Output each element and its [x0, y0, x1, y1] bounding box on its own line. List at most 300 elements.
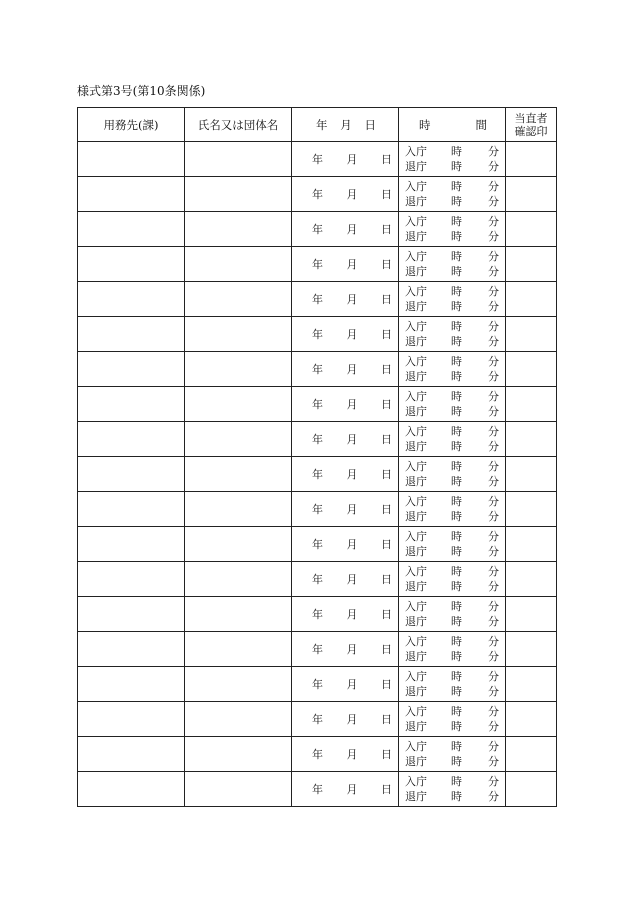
month-label: 月 — [346, 538, 358, 551]
exit-hour-label: 時 — [451, 580, 462, 593]
entry-line — [405, 319, 499, 334]
dept-cell[interactable] — [78, 667, 185, 702]
month-label: 月 — [346, 748, 358, 761]
month-label: 月 — [346, 783, 358, 796]
entry-label: 入庁 — [405, 320, 427, 333]
exit-hour-label: 時 — [451, 615, 462, 628]
exit-minute-label: 分 — [488, 650, 499, 663]
exit-minute-label: 分 — [488, 545, 499, 558]
entry-minute-label: 分 — [488, 355, 499, 368]
dept-cell[interactable] — [78, 527, 185, 562]
month-label: 月 — [346, 398, 358, 411]
day-label: 日 — [381, 538, 392, 551]
entry-label: 入庁 — [405, 250, 427, 263]
exit-label: 退庁 — [405, 510, 427, 523]
entry-hour-label: 時 — [451, 740, 462, 753]
table-row — [78, 737, 557, 772]
date-cell[interactable] — [292, 282, 399, 317]
header-date — [292, 108, 399, 142]
year-label: 年 — [312, 223, 323, 236]
entry-line — [405, 739, 499, 754]
exit-label: 退庁 — [405, 650, 427, 663]
exit-hour-label: 時 — [451, 160, 462, 173]
day-label: 日 — [381, 713, 392, 726]
month-label: 月 — [346, 223, 358, 236]
exit-label: 退庁 — [405, 720, 427, 733]
time-cell[interactable] — [399, 177, 506, 212]
year-label: 年 — [312, 363, 323, 376]
entry-hour-label: 時 — [451, 320, 462, 333]
table-row — [78, 667, 557, 702]
name-cell[interactable] — [185, 597, 292, 632]
seal-cell[interactable] — [506, 457, 557, 492]
exit-label: 退庁 — [405, 755, 427, 768]
header-date-year: 年 — [316, 117, 328, 132]
exit-label: 退庁 — [405, 440, 427, 453]
name-cell[interactable] — [185, 212, 292, 247]
exit-label: 退庁 — [405, 370, 427, 383]
day-label: 日 — [381, 328, 392, 341]
name-cell[interactable] — [185, 142, 292, 177]
exit-label: 退庁 — [405, 265, 427, 278]
log-body — [78, 142, 557, 807]
entry-hour-label: 時 — [451, 285, 462, 298]
date-cell[interactable] — [292, 387, 399, 422]
dept-cell[interactable] — [78, 247, 185, 282]
date-cell[interactable] — [292, 597, 399, 632]
dept-cell[interactable] — [78, 737, 185, 772]
dept-cell[interactable] — [78, 492, 185, 527]
dept-cell[interactable] — [78, 352, 185, 387]
month-label: 月 — [346, 608, 358, 621]
seal-cell[interactable] — [506, 667, 557, 702]
day-label: 日 — [381, 293, 392, 306]
exit-line — [405, 614, 499, 629]
exit-line — [405, 509, 499, 524]
header-time — [399, 108, 506, 142]
header-seal-line1: 当直者 — [514, 111, 548, 125]
exit-minute-label: 分 — [488, 230, 499, 243]
entry-hour-label: 時 — [451, 425, 462, 438]
dept-cell[interactable] — [78, 772, 185, 807]
exit-line — [405, 544, 499, 559]
entry-minute-label: 分 — [488, 565, 499, 578]
dept-cell[interactable] — [78, 177, 185, 212]
date-cell[interactable] — [292, 527, 399, 562]
dept-cell[interactable] — [78, 457, 185, 492]
date-cell[interactable] — [292, 212, 399, 247]
day-label: 日 — [381, 188, 392, 201]
name-cell[interactable] — [185, 177, 292, 212]
seal-cell[interactable] — [506, 142, 557, 177]
entry-label: 入庁 — [405, 565, 427, 578]
entry-label: 入庁 — [405, 355, 427, 368]
table-row — [78, 527, 557, 562]
month-label: 月 — [346, 433, 358, 446]
table-row — [78, 457, 557, 492]
month-label: 月 — [346, 713, 358, 726]
header-name: 氏名又は団体名 — [185, 108, 292, 142]
name-cell[interactable] — [185, 667, 292, 702]
dept-cell[interactable] — [78, 562, 185, 597]
time-cell[interactable] — [399, 317, 506, 352]
exit-line — [405, 229, 499, 244]
exit-minute-label: 分 — [488, 370, 499, 383]
exit-line — [405, 649, 499, 664]
table-row — [78, 247, 557, 282]
date-cell[interactable] — [292, 247, 399, 282]
name-cell[interactable] — [185, 632, 292, 667]
year-label: 年 — [312, 713, 323, 726]
entry-label: 入庁 — [405, 670, 427, 683]
seal-cell[interactable] — [506, 422, 557, 457]
name-cell[interactable] — [185, 457, 292, 492]
day-label: 日 — [381, 643, 392, 656]
entry-label: 入庁 — [405, 390, 427, 403]
exit-line — [405, 474, 499, 489]
date-cell[interactable] — [292, 352, 399, 387]
month-label: 月 — [346, 468, 358, 481]
time-cell[interactable] — [399, 527, 506, 562]
exit-hour-label: 時 — [451, 650, 462, 663]
entry-hour-label: 時 — [451, 530, 462, 543]
day-label: 日 — [381, 678, 392, 691]
exit-minute-label: 分 — [488, 685, 499, 698]
exit-minute-label: 分 — [488, 615, 499, 628]
seal-cell[interactable] — [506, 387, 557, 422]
exit-minute-label: 分 — [488, 755, 499, 768]
table-row — [78, 142, 557, 177]
name-cell[interactable] — [185, 562, 292, 597]
time-cell[interactable] — [399, 597, 506, 632]
exit-hour-label: 時 — [451, 440, 462, 453]
name-cell[interactable] — [185, 492, 292, 527]
time-cell[interactable] — [399, 282, 506, 317]
entry-line — [405, 529, 499, 544]
dept-cell[interactable] — [78, 212, 185, 247]
entry-hour-label: 時 — [451, 250, 462, 263]
dept-cell[interactable] — [78, 632, 185, 667]
seal-cell[interactable] — [506, 492, 557, 527]
time-cell[interactable] — [399, 422, 506, 457]
entry-label: 入庁 — [405, 460, 427, 473]
entry-line — [405, 669, 499, 684]
time-cell[interactable] — [399, 352, 506, 387]
time-cell[interactable] — [399, 492, 506, 527]
month-label: 月 — [346, 293, 358, 306]
entry-minute-label: 分 — [488, 495, 499, 508]
year-label: 年 — [312, 748, 323, 761]
entry-hour-label: 時 — [451, 390, 462, 403]
entry-line — [405, 249, 499, 264]
time-cell[interactable] — [399, 772, 506, 807]
entry-line — [405, 144, 499, 159]
name-cell[interactable] — [185, 702, 292, 737]
exit-minute-label: 分 — [488, 475, 499, 488]
seal-cell[interactable] — [506, 562, 557, 597]
entry-minute-label: 分 — [488, 425, 499, 438]
year-label: 年 — [312, 503, 323, 516]
exit-hour-label: 時 — [451, 195, 462, 208]
entry-label: 入庁 — [405, 740, 427, 753]
exit-line — [405, 334, 499, 349]
date-cell[interactable] — [292, 317, 399, 352]
time-cell[interactable] — [399, 387, 506, 422]
exit-hour-label: 時 — [451, 790, 462, 803]
exit-label: 退庁 — [405, 615, 427, 628]
table-row — [78, 352, 557, 387]
exit-label: 退庁 — [405, 790, 427, 803]
exit-label: 退庁 — [405, 300, 427, 313]
date-cell[interactable] — [292, 772, 399, 807]
entry-label: 入庁 — [405, 145, 427, 158]
entry-hour-label: 時 — [451, 180, 462, 193]
entry-label: 入庁 — [405, 775, 427, 788]
name-cell[interactable] — [185, 527, 292, 562]
entry-line — [405, 354, 499, 369]
entry-line — [405, 424, 499, 439]
entry-hour-label: 時 — [451, 705, 462, 718]
exit-label: 退庁 — [405, 545, 427, 558]
exit-hour-label: 時 — [451, 510, 462, 523]
year-label: 年 — [312, 678, 323, 691]
entry-label: 入庁 — [405, 530, 427, 543]
table-row — [78, 422, 557, 457]
month-label: 月 — [346, 153, 358, 166]
dept-cell[interactable] — [78, 387, 185, 422]
entry-minute-label: 分 — [488, 705, 499, 718]
date-cell[interactable] — [292, 702, 399, 737]
entry-minute-label: 分 — [488, 250, 499, 263]
table-row — [78, 387, 557, 422]
table-row — [78, 597, 557, 632]
day-label: 日 — [381, 468, 392, 481]
day-label: 日 — [381, 573, 392, 586]
name-cell[interactable] — [185, 387, 292, 422]
table-row — [78, 702, 557, 737]
entry-line — [405, 494, 499, 509]
entry-minute-label: 分 — [488, 530, 499, 543]
exit-line — [405, 439, 499, 454]
day-label: 日 — [381, 433, 392, 446]
time-cell[interactable] — [399, 247, 506, 282]
seal-cell[interactable] — [506, 282, 557, 317]
seal-cell[interactable] — [506, 317, 557, 352]
time-cell[interactable] — [399, 737, 506, 772]
table-row — [78, 282, 557, 317]
exit-hour-label: 時 — [451, 720, 462, 733]
exit-line — [405, 684, 499, 699]
exit-minute-label: 分 — [488, 195, 499, 208]
header-date-month: 月 — [340, 117, 352, 132]
entry-hour-label: 時 — [451, 215, 462, 228]
name-cell[interactable] — [185, 247, 292, 282]
date-cell[interactable] — [292, 667, 399, 702]
day-label: 日 — [381, 258, 392, 271]
exit-minute-label: 分 — [488, 580, 499, 593]
exit-minute-label: 分 — [488, 510, 499, 523]
table-row — [78, 492, 557, 527]
entry-line — [405, 774, 499, 789]
seal-cell[interactable] — [506, 212, 557, 247]
date-cell[interactable] — [292, 177, 399, 212]
exit-line — [405, 194, 499, 209]
exit-hour-label: 時 — [451, 755, 462, 768]
exit-hour-label: 時 — [451, 230, 462, 243]
date-cell[interactable] — [292, 492, 399, 527]
month-label: 月 — [346, 573, 358, 586]
table-row — [78, 317, 557, 352]
entry-line — [405, 564, 499, 579]
month-label: 月 — [346, 643, 358, 656]
entry-line — [405, 634, 499, 649]
entry-minute-label: 分 — [488, 600, 499, 613]
year-label: 年 — [312, 468, 323, 481]
exit-line — [405, 404, 499, 419]
dept-cell[interactable] — [78, 702, 185, 737]
header-seal-line2: 確認印 — [514, 124, 548, 138]
exit-label: 退庁 — [405, 335, 427, 348]
name-cell[interactable] — [185, 737, 292, 772]
day-label: 日 — [381, 398, 392, 411]
header-date-day: 日 — [364, 117, 376, 132]
header-time-span: 間 — [475, 117, 487, 132]
entry-minute-label: 分 — [488, 215, 499, 228]
seal-cell[interactable] — [506, 772, 557, 807]
dept-cell[interactable] — [78, 597, 185, 632]
date-cell[interactable] — [292, 422, 399, 457]
exit-label: 退庁 — [405, 475, 427, 488]
entry-line — [405, 389, 499, 404]
year-label: 年 — [312, 538, 323, 551]
entry-line — [405, 179, 499, 194]
name-cell[interactable] — [185, 282, 292, 317]
year-label: 年 — [312, 608, 323, 621]
name-cell[interactable] — [185, 317, 292, 352]
entry-minute-label: 分 — [488, 145, 499, 158]
entry-line — [405, 284, 499, 299]
dept-cell[interactable] — [78, 142, 185, 177]
dept-cell[interactable] — [78, 317, 185, 352]
exit-hour-label: 時 — [451, 685, 462, 698]
header-seal — [506, 108, 557, 142]
entry-minute-label: 分 — [488, 635, 499, 648]
seal-cell[interactable] — [506, 177, 557, 212]
entry-hour-label: 時 — [451, 775, 462, 788]
time-cell[interactable] — [399, 457, 506, 492]
year-label: 年 — [312, 188, 323, 201]
name-cell[interactable] — [185, 422, 292, 457]
exit-minute-label: 分 — [488, 790, 499, 803]
month-label: 月 — [346, 503, 358, 516]
exit-hour-label: 時 — [451, 475, 462, 488]
time-cell[interactable] — [399, 632, 506, 667]
time-cell[interactable] — [399, 212, 506, 247]
time-cell[interactable] — [399, 667, 506, 702]
exit-hour-label: 時 — [451, 335, 462, 348]
year-label: 年 — [312, 643, 323, 656]
date-cell[interactable] — [292, 457, 399, 492]
seal-cell[interactable] — [506, 632, 557, 667]
year-label: 年 — [312, 573, 323, 586]
entry-minute-label: 分 — [488, 670, 499, 683]
year-label: 年 — [312, 783, 323, 796]
exit-hour-label: 時 — [451, 405, 462, 418]
entry-minute-label: 分 — [488, 740, 499, 753]
table-row — [78, 177, 557, 212]
exit-hour-label: 時 — [451, 545, 462, 558]
entry-hour-label: 時 — [451, 635, 462, 648]
entry-hour-label: 時 — [451, 670, 462, 683]
year-label: 年 — [312, 398, 323, 411]
exit-minute-label: 分 — [488, 440, 499, 453]
date-cell[interactable] — [292, 632, 399, 667]
seal-cell[interactable] — [506, 702, 557, 737]
date-cell[interactable] — [292, 142, 399, 177]
date-cell[interactable] — [292, 562, 399, 597]
seal-cell[interactable] — [506, 247, 557, 282]
seal-cell[interactable] — [506, 597, 557, 632]
entry-label: 入庁 — [405, 285, 427, 298]
day-label: 日 — [381, 223, 392, 236]
dept-cell[interactable] — [78, 422, 185, 457]
date-cell[interactable] — [292, 737, 399, 772]
exit-hour-label: 時 — [451, 300, 462, 313]
entry-label: 入庁 — [405, 600, 427, 613]
name-cell[interactable] — [185, 352, 292, 387]
entry-hour-label: 時 — [451, 355, 462, 368]
time-cell[interactable] — [399, 562, 506, 597]
entry-hour-label: 時 — [451, 145, 462, 158]
name-cell[interactable] — [185, 772, 292, 807]
exit-minute-label: 分 — [488, 335, 499, 348]
day-label: 日 — [381, 153, 392, 166]
seal-cell[interactable] — [506, 737, 557, 772]
exit-label: 退庁 — [405, 230, 427, 243]
table-row — [78, 632, 557, 667]
table-row — [78, 772, 557, 807]
month-label: 月 — [346, 363, 358, 376]
entry-label: 入庁 — [405, 705, 427, 718]
month-label: 月 — [346, 188, 358, 201]
exit-minute-label: 分 — [488, 720, 499, 733]
exit-label: 退庁 — [405, 405, 427, 418]
entry-line — [405, 459, 499, 474]
exit-label: 退庁 — [405, 685, 427, 698]
year-label: 年 — [312, 258, 323, 271]
month-label: 月 — [346, 258, 358, 271]
entry-minute-label: 分 — [488, 460, 499, 473]
entry-hour-label: 時 — [451, 460, 462, 473]
entry-label: 入庁 — [405, 215, 427, 228]
time-cell[interactable] — [399, 702, 506, 737]
dept-cell[interactable] — [78, 282, 185, 317]
exit-line — [405, 299, 499, 314]
time-cell[interactable] — [399, 142, 506, 177]
entry-line — [405, 704, 499, 719]
seal-cell[interactable] — [506, 527, 557, 562]
day-label: 日 — [381, 363, 392, 376]
exit-hour-label: 時 — [451, 370, 462, 383]
exit-minute-label: 分 — [488, 160, 499, 173]
month-label: 月 — [346, 328, 358, 341]
table-row — [78, 212, 557, 247]
table-row — [78, 562, 557, 597]
seal-cell[interactable] — [506, 352, 557, 387]
entry-hour-label: 時 — [451, 600, 462, 613]
form-title: 様式第3号(第10条関係) — [77, 84, 206, 98]
exit-line — [405, 754, 499, 769]
